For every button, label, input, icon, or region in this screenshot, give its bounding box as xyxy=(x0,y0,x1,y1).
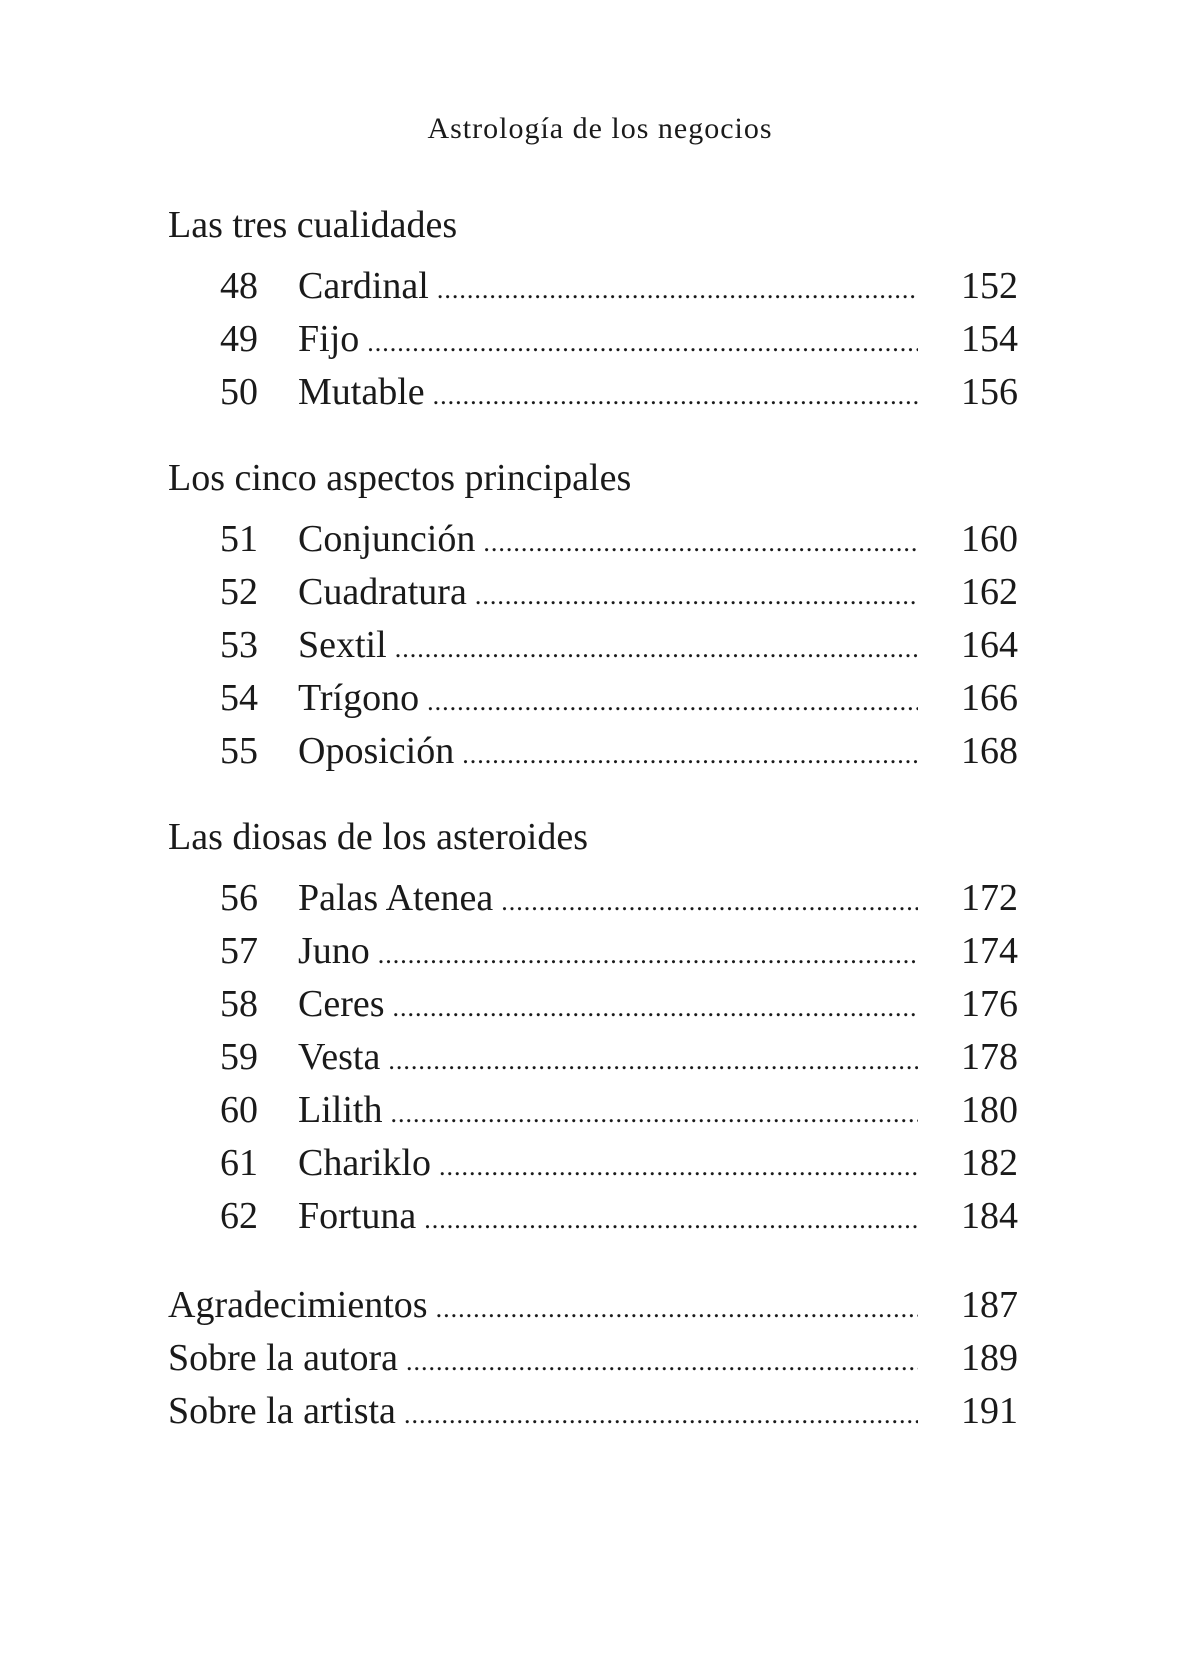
chapter-number: 56 xyxy=(220,877,258,919)
chapter-number: 54 xyxy=(220,677,258,719)
chapter-number: 51 xyxy=(220,518,258,560)
dot-leader xyxy=(378,928,918,981)
toc-entry[interactable] xyxy=(168,1190,1018,1243)
chapter-number: 57 xyxy=(220,930,258,972)
dot-leader xyxy=(404,1388,918,1441)
toc-section xyxy=(168,808,1018,1243)
page-number: 176 xyxy=(961,983,1018,1025)
chapter-title: Sextil xyxy=(298,624,387,666)
page-number: 154 xyxy=(961,318,1018,360)
dot-leader xyxy=(462,728,918,781)
toc-entry[interactable] xyxy=(168,313,1018,366)
dot-leader xyxy=(424,1193,918,1246)
backmatter-title: Sobre la artista xyxy=(168,1390,396,1432)
dot-leader xyxy=(475,569,918,622)
page-number: 164 xyxy=(961,624,1018,666)
dot-leader xyxy=(406,1335,918,1388)
page-number: 152 xyxy=(961,265,1018,307)
chapter-title: Fijo xyxy=(298,318,360,360)
running-header: Astrología de los negocios xyxy=(427,112,773,145)
backmatter-entry[interactable] xyxy=(168,1332,1018,1385)
chapter-number: 53 xyxy=(220,624,258,666)
chapter-title: Palas Atenea xyxy=(298,877,494,919)
chapter-title: Cardinal xyxy=(298,265,429,307)
dot-leader xyxy=(439,1140,918,1193)
chapter-number: 52 xyxy=(220,571,258,613)
dot-leader xyxy=(390,1087,918,1140)
backmatter-entry[interactable] xyxy=(168,1279,1018,1332)
toc-entry[interactable] xyxy=(168,1137,1018,1190)
dot-leader xyxy=(483,516,918,569)
page-number: 187 xyxy=(961,1284,1018,1326)
dot-leader xyxy=(433,369,918,422)
dot-leader xyxy=(427,675,918,728)
page-number: 172 xyxy=(961,877,1018,919)
backmatter-title: Agradecimientos xyxy=(168,1284,428,1326)
dot-leader xyxy=(395,622,918,675)
toc-entry[interactable] xyxy=(168,672,1018,725)
dot-leader xyxy=(501,875,918,928)
chapter-number: 55 xyxy=(220,730,258,772)
page-number: 189 xyxy=(961,1337,1018,1379)
chapter-title: Conjunción xyxy=(298,518,476,560)
page-number: 178 xyxy=(961,1036,1018,1078)
chapter-number: 49 xyxy=(220,318,258,360)
section-title: Las tres cualidades xyxy=(168,204,458,246)
chapter-title: Juno xyxy=(298,930,370,972)
toc-entry[interactable] xyxy=(168,513,1018,566)
dot-leader xyxy=(436,1282,918,1335)
page-number: 184 xyxy=(961,1195,1018,1237)
chapter-title: Chariklo xyxy=(298,1142,431,1184)
toc-entry[interactable] xyxy=(168,619,1018,672)
chapter-number: 58 xyxy=(220,983,258,1025)
section-title: Las diosas de los asteroides xyxy=(168,816,589,858)
page-number: 174 xyxy=(961,930,1018,972)
backmatter-entry[interactable] xyxy=(168,1385,1018,1438)
chapter-title: Trígono xyxy=(298,677,420,719)
dot-leader xyxy=(393,981,918,1034)
chapter-title: Cuadratura xyxy=(298,571,467,613)
toc-entry[interactable] xyxy=(168,978,1018,1031)
chapter-number: 62 xyxy=(220,1195,258,1237)
page-number: 156 xyxy=(961,371,1018,413)
page-number: 162 xyxy=(961,571,1018,613)
chapter-title: Oposición xyxy=(298,730,455,772)
page-number: 168 xyxy=(961,730,1018,772)
page-number: 191 xyxy=(961,1390,1018,1432)
backmatter-list xyxy=(168,1279,1018,1438)
chapter-number: 48 xyxy=(220,265,258,307)
page-number: 182 xyxy=(961,1142,1018,1184)
page-number: 160 xyxy=(961,518,1018,560)
dot-leader xyxy=(437,263,918,316)
chapter-number: 61 xyxy=(220,1142,258,1184)
chapter-number: 60 xyxy=(220,1089,258,1131)
toc-entry[interactable] xyxy=(168,725,1018,778)
toc-section xyxy=(168,196,1018,419)
toc-entry[interactable] xyxy=(168,1031,1018,1084)
toc-entry[interactable] xyxy=(168,566,1018,619)
page-number: 166 xyxy=(961,677,1018,719)
chapter-number: 50 xyxy=(220,371,258,413)
toc-entry[interactable] xyxy=(168,260,1018,313)
chapter-title: Ceres xyxy=(298,983,385,1025)
dot-leader xyxy=(367,316,918,369)
page-number: 180 xyxy=(961,1089,1018,1131)
toc-entry[interactable] xyxy=(168,925,1018,978)
chapter-title: Lilith xyxy=(298,1089,383,1131)
chapter-title: Fortuna xyxy=(298,1195,417,1237)
section-title: Los cinco aspectos principales xyxy=(168,457,632,499)
toc-section xyxy=(168,449,1018,778)
chapter-number: 59 xyxy=(220,1036,258,1078)
chapter-title: Mutable xyxy=(298,371,425,413)
backmatter-title: Sobre la autora xyxy=(168,1337,399,1379)
toc-entry[interactable] xyxy=(168,366,1018,419)
toc-entry[interactable] xyxy=(168,872,1018,925)
dot-leader xyxy=(388,1034,918,1087)
chapter-title: Vesta xyxy=(298,1036,381,1078)
table-of-contents xyxy=(168,196,1018,1468)
toc-entry[interactable] xyxy=(168,1084,1018,1137)
